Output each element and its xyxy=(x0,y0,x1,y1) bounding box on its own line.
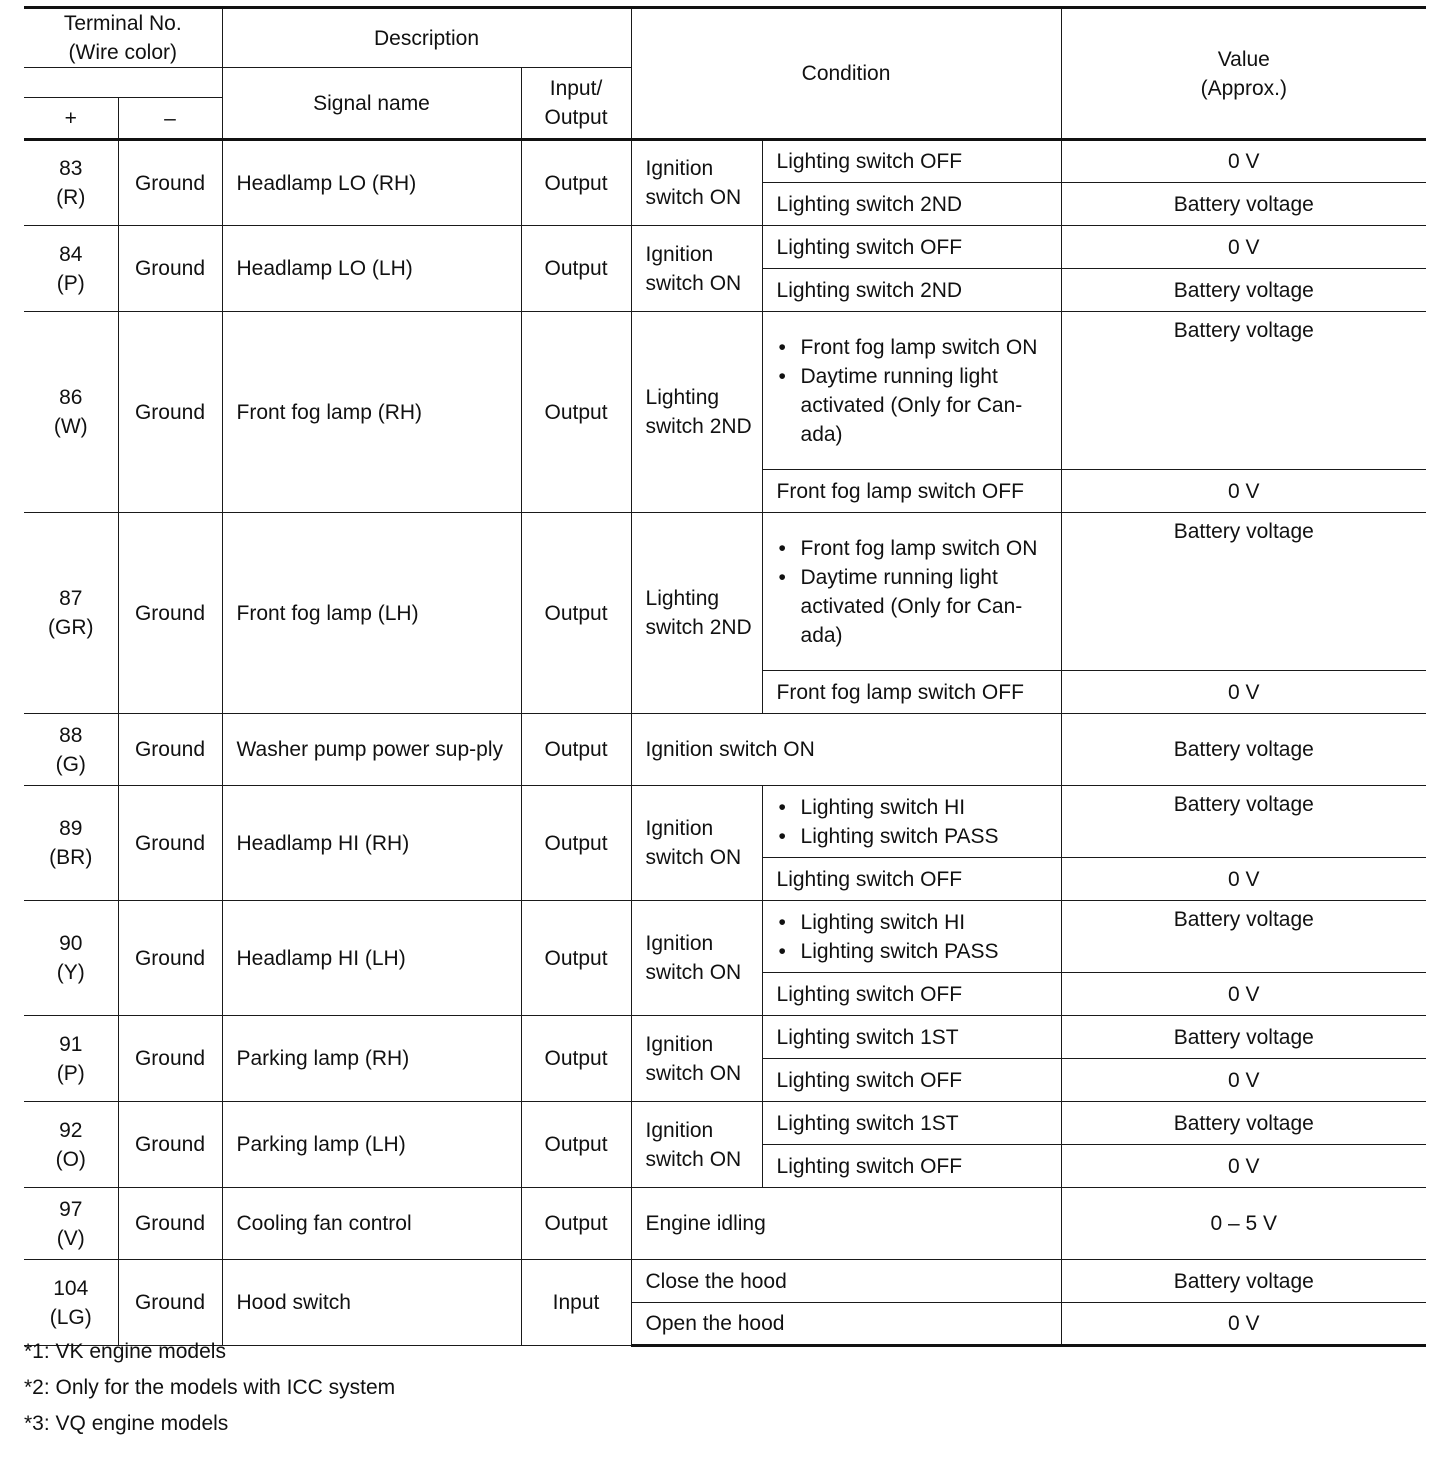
value-cell: 0 – 5 V xyxy=(1061,1188,1426,1260)
condition-cell xyxy=(762,513,1061,671)
value-cell: Battery voltage xyxy=(1061,312,1426,470)
terminal-cell xyxy=(24,714,118,786)
value-cell: Battery voltage xyxy=(1061,714,1426,786)
terminal-number: 92 xyxy=(59,1118,83,1142)
condition-bullet: • Lighting switch PASS xyxy=(777,937,1051,966)
footnote: *1: VK engine models xyxy=(24,1340,226,1363)
ground-cell: Ground xyxy=(118,714,222,786)
wire-color: (P) xyxy=(56,1061,85,1085)
condition-bullet-list xyxy=(777,534,1055,650)
input-output-cell: Output xyxy=(521,786,631,901)
wire-color: (BR) xyxy=(49,846,93,869)
terminal-cell xyxy=(24,901,118,1016)
table-row xyxy=(24,1102,1426,1145)
value-cell: 0 V xyxy=(1061,973,1426,1016)
terminal-number: 87 xyxy=(59,587,83,610)
table-row xyxy=(24,1188,1426,1260)
condition-bullet: • Front fog lamp switch ON xyxy=(777,534,1051,563)
input-output-cell: Output xyxy=(521,140,631,226)
header-minus: – xyxy=(118,98,222,140)
value-cell: 0 V xyxy=(1061,226,1426,269)
condition-bullet-list xyxy=(777,793,1055,851)
condition-cell xyxy=(762,901,1061,973)
input-output-cell: Output xyxy=(521,1188,631,1260)
ground-cell: Ground xyxy=(118,901,222,1016)
condition-cell: Lighting switch 2ND xyxy=(762,183,1061,226)
input-output-cell: Output xyxy=(521,714,631,786)
value-cell: 0 V xyxy=(1061,858,1426,901)
terminal-cell xyxy=(24,1260,118,1346)
wire-color: (V) xyxy=(56,1226,85,1250)
signal-name-cell: Parking lamp (LH) xyxy=(222,1102,521,1188)
table-body xyxy=(24,140,1426,1346)
signal-name-cell: Headlamp HI (RH) xyxy=(222,786,521,901)
table-row xyxy=(24,786,1426,858)
header-input-output: Input/ Output xyxy=(521,68,631,140)
table-row xyxy=(24,1016,1426,1059)
wire-color: (P) xyxy=(56,271,85,295)
condition-bullet: • Front fog lamp switch ON xyxy=(777,333,1051,362)
ground-cell: Ground xyxy=(118,226,222,312)
condition-cell: Lighting switch OFF xyxy=(762,973,1061,1016)
terminal-number: 97 xyxy=(59,1197,83,1221)
footnote: *2: Only for the models with ICC system xyxy=(24,1376,396,1399)
terminal-number: 83 xyxy=(59,157,83,180)
condition-cell: Front fog lamp switch OFF xyxy=(762,470,1061,513)
ground-cell: Ground xyxy=(118,140,222,226)
value-cell: 0 V xyxy=(1061,1059,1426,1102)
condition-cell xyxy=(762,312,1061,470)
signal-name-cell: Washer pump power sup-ply xyxy=(222,714,521,786)
terminal-number: 86 xyxy=(59,386,83,409)
value-cell: Battery voltage xyxy=(1061,786,1426,858)
input-output-cell: Output xyxy=(521,513,631,714)
terminal-cell xyxy=(24,1188,118,1260)
signal-name-cell: Headlamp LO (LH) xyxy=(222,226,521,312)
terminal-cell xyxy=(24,312,118,513)
wire-color: (G) xyxy=(55,752,86,776)
condition-cell: Lighting switch 1ST xyxy=(762,1016,1061,1059)
terminal-cell xyxy=(24,786,118,901)
terminal-cell xyxy=(24,1016,118,1102)
value-cell: 0 V xyxy=(1061,1303,1426,1346)
value-cell: Battery voltage xyxy=(1061,513,1426,671)
value-cell: Battery voltage xyxy=(1061,1260,1426,1303)
condition-main-cell: Ignition switch ON xyxy=(631,901,762,1016)
wire-color: (O) xyxy=(55,1147,86,1171)
condition-cell: Open the hood xyxy=(631,1303,1061,1346)
value-cell: 0 V xyxy=(1061,671,1426,714)
ground-cell: Ground xyxy=(118,312,222,513)
condition-cell: Lighting switch 2ND xyxy=(762,269,1061,312)
header-terminal-spacer xyxy=(24,68,222,98)
ground-cell: Ground xyxy=(118,513,222,714)
condition-cell: Engine idling xyxy=(631,1188,1061,1260)
value-cell: 0 V xyxy=(1061,1145,1426,1188)
terminal-cell xyxy=(24,226,118,312)
condition-cell: Lighting switch OFF xyxy=(762,858,1061,901)
condition-main-cell: Ignition switch ON xyxy=(631,1102,762,1188)
condition-main-cell: Lighting switch 2ND xyxy=(631,513,762,714)
signal-name-cell: Headlamp LO (RH) xyxy=(222,140,521,226)
header-condition: Condition xyxy=(631,8,1061,140)
input-output-cell: Output xyxy=(521,1102,631,1188)
condition-main-cell: Ignition switch ON xyxy=(631,786,762,901)
terminal-number: 84 xyxy=(59,242,83,266)
header-terminal-no: Terminal No. (Wire color) xyxy=(24,8,222,68)
terminal-number: 104 xyxy=(53,1276,89,1300)
ground-cell: Ground xyxy=(118,786,222,901)
header-value: Value (Approx.) xyxy=(1061,8,1426,140)
terminal-table xyxy=(24,6,1426,1347)
value-cell: Battery voltage xyxy=(1061,901,1426,973)
terminal-cell xyxy=(24,140,118,226)
condition-cell: Ignition switch ON xyxy=(631,714,1061,786)
ground-cell: Ground xyxy=(118,1260,222,1346)
value-cell: Battery voltage xyxy=(1061,269,1426,312)
condition-cell xyxy=(762,786,1061,858)
condition-main-cell: Lighting switch 2ND xyxy=(631,312,762,513)
footnotes xyxy=(24,1334,395,1442)
signal-name-cell: Front fog lamp (LH) xyxy=(222,513,521,714)
condition-bullet: • Daytime running light activated (Only for Can-ada) xyxy=(777,563,1051,650)
input-output-cell: Output xyxy=(521,901,631,1016)
table-row xyxy=(24,714,1426,786)
terminal-cell xyxy=(24,1102,118,1188)
ground-cell: Ground xyxy=(118,1188,222,1260)
terminal-number: 91 xyxy=(59,1032,83,1056)
terminal-number: 88 xyxy=(59,723,83,747)
table-row xyxy=(24,901,1426,973)
terminal-cell xyxy=(24,513,118,714)
condition-cell: Front fog lamp switch OFF xyxy=(762,671,1061,714)
condition-main-cell: Ignition switch ON xyxy=(631,140,762,226)
condition-bullet: • Lighting switch HI xyxy=(777,908,1051,937)
signal-name-cell: Front fog lamp (RH) xyxy=(222,312,521,513)
terminal-number: 89 xyxy=(59,817,83,840)
condition-cell: Lighting switch OFF xyxy=(762,226,1061,269)
condition-main-cell: Ignition switch ON xyxy=(631,226,762,312)
header-description: Description xyxy=(222,8,631,68)
condition-main-cell: Ignition switch ON xyxy=(631,1016,762,1102)
input-output-cell: Input xyxy=(521,1260,631,1346)
table-row xyxy=(24,312,1426,470)
condition-cell: Lighting switch 1ST xyxy=(762,1102,1061,1145)
condition-bullet-list xyxy=(777,908,1055,966)
value-cell: Battery voltage xyxy=(1061,1102,1426,1145)
value-cell: 0 V xyxy=(1061,470,1426,513)
value-cell: Battery voltage xyxy=(1061,1016,1426,1059)
table-row xyxy=(24,513,1426,671)
condition-bullet: • Lighting switch PASS xyxy=(777,822,1051,851)
condition-bullet: • Lighting switch HI xyxy=(777,793,1051,822)
ground-cell: Ground xyxy=(118,1016,222,1102)
condition-cell: Lighting switch OFF xyxy=(762,140,1061,183)
condition-cell: Close the hood xyxy=(631,1260,1061,1303)
condition-cell: Lighting switch OFF xyxy=(762,1145,1061,1188)
table-row xyxy=(24,226,1426,269)
condition-bullet-list xyxy=(777,333,1055,449)
table-row xyxy=(24,1260,1426,1303)
wire-color: (R) xyxy=(56,186,86,209)
input-output-cell: Output xyxy=(521,312,631,513)
header-plus: + xyxy=(24,98,118,140)
signal-name-cell: Parking lamp (RH) xyxy=(222,1016,521,1102)
input-output-cell: Output xyxy=(521,1016,631,1102)
table-row xyxy=(24,140,1426,183)
ground-cell: Ground xyxy=(118,1102,222,1188)
input-output-cell: Output xyxy=(521,226,631,312)
wire-color: (LG) xyxy=(49,1305,92,1329)
wire-color: (Y) xyxy=(56,961,85,984)
value-cell: 0 V xyxy=(1061,140,1426,183)
signal-name-cell: Headlamp HI (LH) xyxy=(222,901,521,1016)
footnote: *3: VQ engine models xyxy=(24,1412,229,1435)
wire-color: (W) xyxy=(53,415,88,438)
signal-name-cell: Hood switch xyxy=(222,1260,521,1346)
terminal-number: 90 xyxy=(59,932,83,955)
value-cell: Battery voltage xyxy=(1061,183,1426,226)
header-signal-name: Signal name xyxy=(222,68,521,140)
condition-bullet: • Daytime running light activated (Only for Can-ada) xyxy=(777,362,1051,449)
condition-cell: Lighting switch OFF xyxy=(762,1059,1061,1102)
wire-color: (GR) xyxy=(48,616,94,639)
signal-name-cell: Cooling fan control xyxy=(222,1188,521,1260)
